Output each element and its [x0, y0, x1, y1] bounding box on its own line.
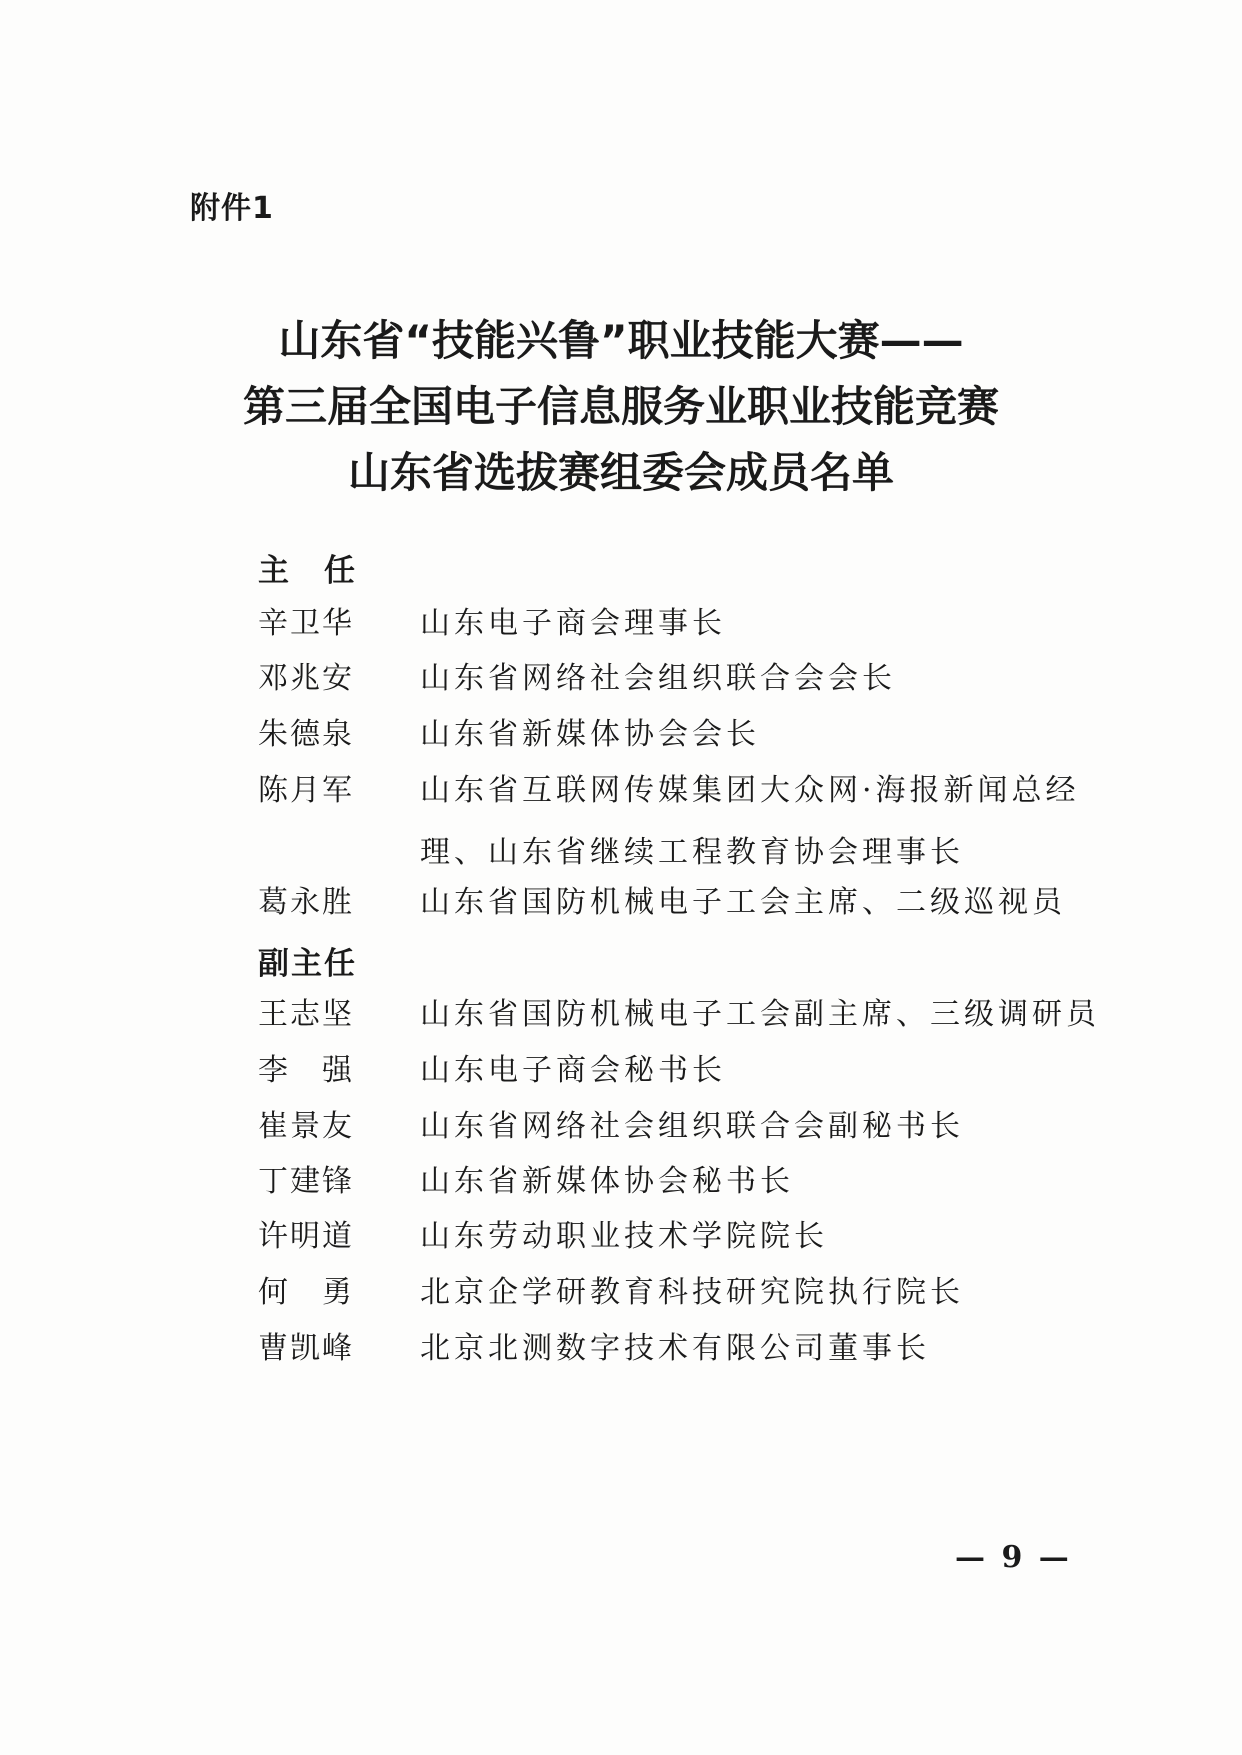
member-role: 山东省国防机械电子工会主席、二级巡视员: [420, 885, 1066, 920]
member-name: 邓兆安: [258, 661, 354, 696]
member-role: 山东省网络社会组织联合会副秘书长: [420, 1109, 964, 1144]
member-name: 辛卫华: [258, 606, 354, 641]
attachment-label: 附件1: [190, 191, 274, 226]
member-role: 山东省国防机械电子工会副主席、三级调研员: [420, 997, 1100, 1032]
title-line-3: 山东省选拔赛组委会成员名单: [347, 448, 894, 497]
member-role: 山东省互联网传媒集团大众网·海报新闻总经理、山东省继续工程教育协会理事长: [420, 773, 1080, 870]
member-name: 李 强: [258, 1053, 354, 1088]
member-role: 北京企学研教育科技研究院执行院长: [420, 1275, 964, 1310]
title-line-2: 第三届全国电子信息服务业职业技能竞赛: [242, 382, 999, 431]
member-role: 山东电子商会秘书长: [420, 1053, 726, 1088]
member-name: 何 勇: [258, 1275, 354, 1310]
member-name: 曹凯峰: [258, 1331, 354, 1366]
section-heading-director: 主 任: [258, 553, 357, 589]
member-role: 山东省新媒体协会会长: [420, 717, 760, 752]
document-title: [0, 308, 1242, 506]
member-name: 许明道: [258, 1219, 354, 1254]
title-line-1: 山东省“技能兴鲁”职业技能大赛——: [278, 316, 964, 365]
member-name: 葛永胜: [258, 885, 354, 920]
member-name: 王志坚: [258, 997, 354, 1032]
member-role: 北京北测数字技术有限公司董事长: [420, 1331, 930, 1366]
member-name: 陈月军: [258, 773, 354, 808]
member-role: 山东省网络社会组织联合会会长: [420, 661, 896, 696]
member-name: 丁建锋: [258, 1164, 354, 1199]
member-role: 山东省新媒体协会秘书长: [420, 1164, 794, 1199]
page-number: — 9 —: [955, 1540, 1072, 1575]
section-heading-deputy: 副主任: [258, 946, 357, 982]
member-name: 朱德泉: [258, 717, 354, 752]
member-role: 山东电子商会理事长: [420, 606, 726, 641]
member-name: 崔景友: [258, 1109, 354, 1144]
member-role: 山东劳动职业技术学院院长: [420, 1219, 828, 1254]
